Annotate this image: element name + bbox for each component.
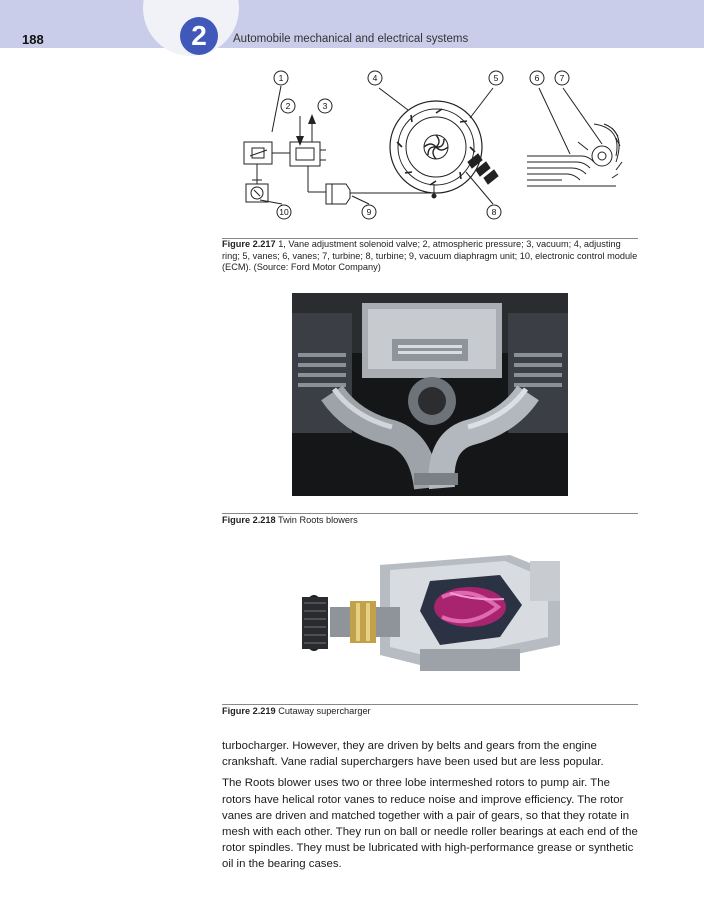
figure-218-label: Figure 2.218	[222, 515, 276, 525]
callout-1: 1	[278, 73, 284, 83]
page-number: 188	[22, 32, 44, 47]
cutaway-supercharger-photo	[290, 545, 570, 690]
figure-219-caption	[222, 706, 638, 718]
figure-218-caption	[222, 515, 638, 527]
body-paragraph-2: The Roots blower uses two or three lobe intermeshed rotors to pump air. The rotors have helical rotor vanes to reduce noise and improve efficiency. The rotor vanes are driven and matched together with a pair of gears, so that they rotate in mesh with each other. They run on ball or needle roller bearings at each end of the rotor spindles. They must be lubricated with high-performance grease or synthetic oil in the bearing cases.	[222, 777, 638, 871]
figure-218-rule	[222, 513, 638, 514]
callout-8: 8	[491, 207, 497, 217]
figure-217-caption	[222, 239, 638, 274]
callout-6: 6	[534, 73, 540, 83]
chapter-badge: 2	[180, 17, 218, 55]
figure-219-text: Cutaway supercharger	[278, 706, 371, 716]
callout-9: 9	[366, 207, 372, 217]
body-text	[222, 738, 642, 878]
callout-2: 2	[285, 101, 291, 111]
callout-5: 5	[493, 73, 499, 83]
figure-218-text: Twin Roots blowers	[278, 515, 358, 525]
figure-219-rule	[222, 704, 638, 705]
body-paragraph-1: turbocharger. However, they are driven by belts and gears from the engine crankshaft. Vane radial superchargers have been used but are less popular.	[222, 740, 604, 769]
figure-217-label: Figure 2.217	[222, 239, 276, 249]
callout-4: 4	[372, 73, 378, 83]
running-head: Automobile mechanical and electrical systems	[233, 33, 469, 45]
figure-219-label: Figure 2.219	[222, 706, 276, 716]
callout-7: 7	[559, 73, 565, 83]
twin-roots-blowers-photo	[292, 293, 568, 496]
callout-3: 3	[322, 101, 328, 111]
figure-217-text: 1, Vane adjustment solenoid valve; 2, atmospheric pressure; 3, vacuum; 4, adjusting ring; 5, vanes; 6, vanes; 7, turbine; 8, turbine; 9, vacuum diaphragm unit; 10, electronic control module (ECM). (Source: Ford Motor Company)	[222, 239, 638, 272]
callout-10: 10	[279, 207, 289, 217]
vane-adjustment-diagram	[222, 62, 642, 230]
